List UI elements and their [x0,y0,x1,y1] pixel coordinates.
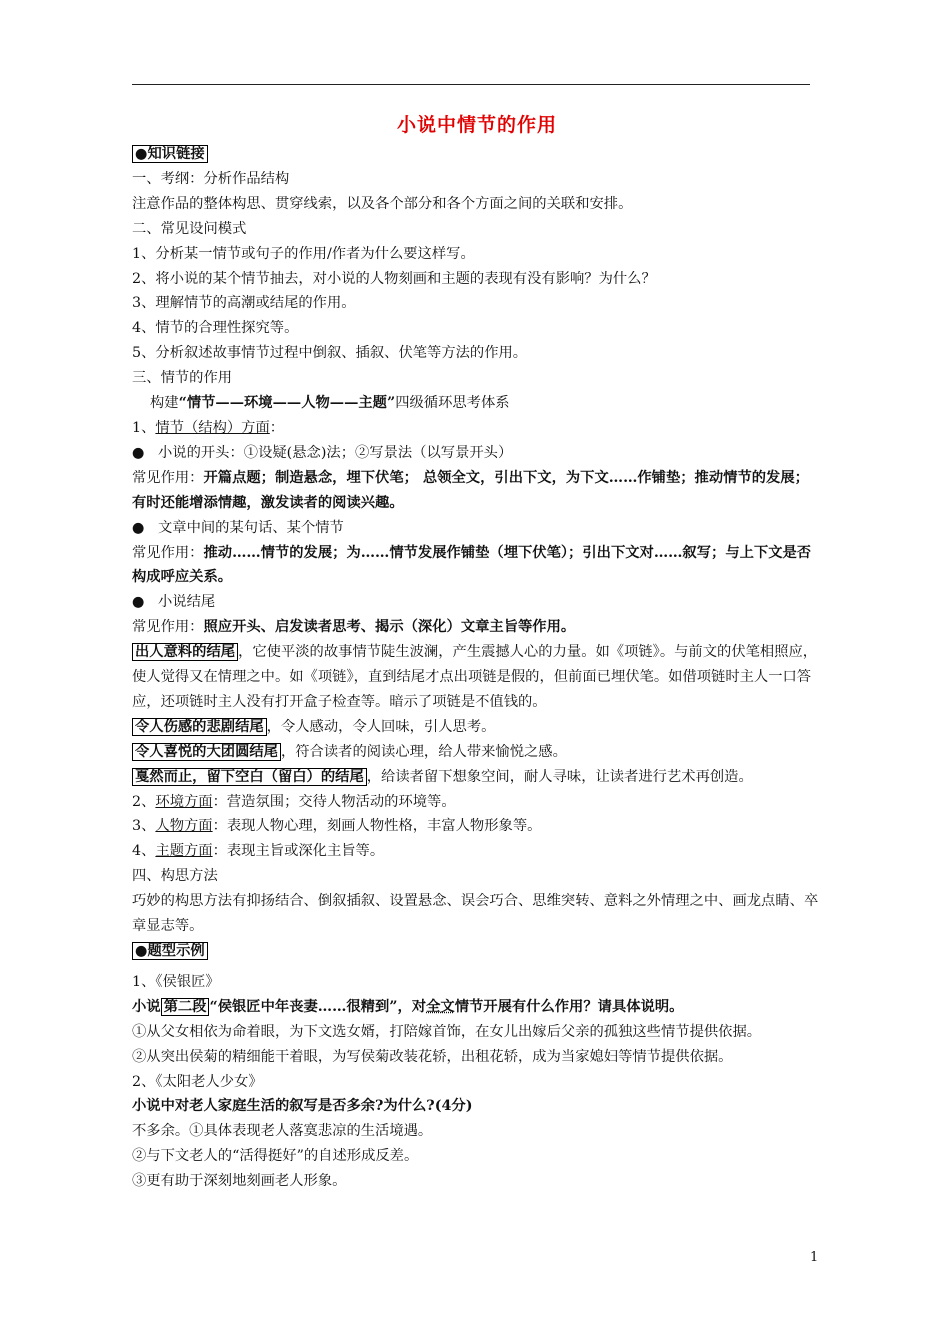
question-item: 4、情节的合理性探究等。 [132,320,299,337]
question-end: 情节开展有什么作用？请具体说明。 [454,998,684,1015]
bullet-text: 小说结尾 [158,594,216,611]
bullet-item [132,441,822,466]
point-number: 3、 [132,818,156,835]
question-pre: 小说 [132,998,161,1015]
point-theme [132,839,822,864]
system-line [132,391,822,416]
point-text: ：营造氛围；交待人物活动的环境等。 [212,793,456,810]
point-colon: ： [269,419,285,436]
ending-type [132,640,822,715]
ending-text: ，给读者留下想象空间，耐人寻味，让读者进行艺术再创造。 [366,768,753,785]
document-body [132,110,822,1194]
usage-text: 照应开头、启发读者思考、揭示（深化）文章主旨等作用。 [203,619,576,636]
usage-label: 常见作用： [132,544,204,561]
bullet-text: 小说的开头：①设疑(悬念)法；②写景法（以写景开头） [158,444,513,461]
point-heading: 情节（结构）方面 [155,419,270,436]
bullet-icon: ● [132,594,145,611]
text-paragraph: 巧妙的构思方法有抑扬结合、倒叙插叙、设置悬念、误会巧合、思维突转、意料之外情理之中、画龙点睛、卒章显志等。 [132,893,819,935]
point-number: 1、 [132,419,156,436]
section-heading-knowledge [132,142,822,167]
system-post: 四级循环思考体系 [395,395,510,412]
point-plot [132,416,822,441]
point-heading: 主题方面 [155,843,213,860]
ending-text: ，令人感动，令人回味，引人思考。 [266,718,496,735]
example-question [132,995,822,1020]
bullet-item [132,590,822,615]
bullet-item [132,516,822,541]
usage-label: 常见作用： [132,469,204,486]
question-item: 5、分析叙述故事情节过程中倒叙、插叙、伏笔等方法的作用。 [132,345,528,362]
question-item: 3、理解情节的高潮或结尾的作用。 [132,295,356,312]
example-answer: ②与下文老人的“活得挺好”的自述形成反差。 [132,1148,419,1165]
bullet-icon: ● [132,444,145,461]
point-character [132,814,822,839]
example-title: 2、《太阳老人少女》 [132,1073,263,1090]
text-line: 注意作品的整体构思、贯穿线索，以及各个部分和各个方面之间的关联和安排。 [132,195,633,212]
point-environment [132,790,822,815]
usage-paragraph [132,466,822,516]
point-heading: 人物方面 [155,818,213,835]
usage-label: 常见作用： [132,619,204,636]
page-title: 小说中情节的作用 [396,114,557,136]
ending-label: 令人喜悦的大团圆结尾 [132,743,281,761]
point-text: ：表现人物心理，刻画人物性格，丰富人物形象等。 [212,818,542,835]
bullet-text: 文章中间的某句话、某个情节 [158,519,344,536]
question-item: 2、将小说的某个情节抽去，对小说的人物刻画和主题的表现有没有影响？为什么？ [132,270,656,287]
ending-label: 令人伤感的悲剧结尾 [132,718,267,736]
ending-text: ，它使平淡的故事情节陡生波澜，产生震撼人心的力量。如《项链》。与前文的伏笔相照应，使人觉得又在情理之中。如《项链》，直到结尾才点出项链是假的，但前面已埋伏笔。如借项链时主人一口答应，还项链时主人没有打开盒子检查等。暗示了项链是不值钱的。 [132,644,818,710]
question-emphasis: 全文 [426,998,455,1015]
example-answer: 不多余。①具体表现老人落寞悲凉的生活境遇。 [132,1123,433,1140]
point-text: ：表现主旨或深化主旨等。 [212,843,385,860]
example-title: 1、《侯银匠》 [132,973,220,990]
usage-text: 推动……情节的发展；为……情节发展作铺垫（埋下伏笔）；引出下文对……叙写；与上下文是否构成呼应关系。 [132,544,812,586]
ending-type [132,765,822,790]
page-number: 1 [810,1250,819,1265]
text-line: 二、常见设问模式 [132,220,247,237]
ending-type [132,715,822,740]
section-heading-examples [132,939,822,964]
point-number: 4、 [132,843,156,860]
section-label: ●题型示例 [132,942,208,960]
usage-text: 开篇点题；制造悬念，埋下伏笔； 总领全文，引出下文，为下文……作铺垫；推动情节的发展；有时还能增添情趣，激发读者的阅读兴趣。 [132,469,809,511]
header-rule [132,84,810,85]
example-answer: ②从突出侯菊的精细能干着眼，为写侯菊改装花轿，出租花轿，成为当家媳妇等情节提供依据。 [132,1048,733,1065]
system-bold: “情节——环境——人物——主题” [178,395,396,412]
usage-paragraph [132,615,822,640]
usage-paragraph [132,541,822,591]
ending-label: 出人意料的结尾 [132,643,238,661]
example-question: 小说中对老人家庭生活的叙写是否多余?为什么?(4分) [132,1098,473,1115]
system-pre: 构建 [150,395,179,412]
example-answer: ③更有助于深刻地刻画老人形象。 [132,1173,347,1190]
ending-text: ，符合读者的阅读心理，给人带来愉悦之感。 [280,743,567,760]
question-item: 1、分析某一情节或句子的作用/作者为什么要这样写。 [132,245,475,262]
ending-label: 戛然而止，留下空白（留白）的结尾 [132,768,367,786]
text-line: 四、构思方法 [132,868,218,885]
example-answer: ①从父女相依为命着眼，为下文选女婿，打陪嫁首饰，在女儿出嫁后父亲的孤独这些情节提供依据。 [132,1023,762,1040]
question-quote: “侯银匠中年丧妻……很精到”，对 [209,998,427,1015]
ending-type [132,740,822,765]
point-heading: 环境方面 [155,793,213,810]
point-number: 2、 [132,793,156,810]
question-box: 第二段 [161,998,210,1016]
text-line: 三、情节的作用 [132,370,233,387]
section-label: ●知识链接 [132,145,208,163]
bullet-icon: ● [132,519,145,536]
text-line: 一、考纲：分析作品结构 [132,170,290,187]
